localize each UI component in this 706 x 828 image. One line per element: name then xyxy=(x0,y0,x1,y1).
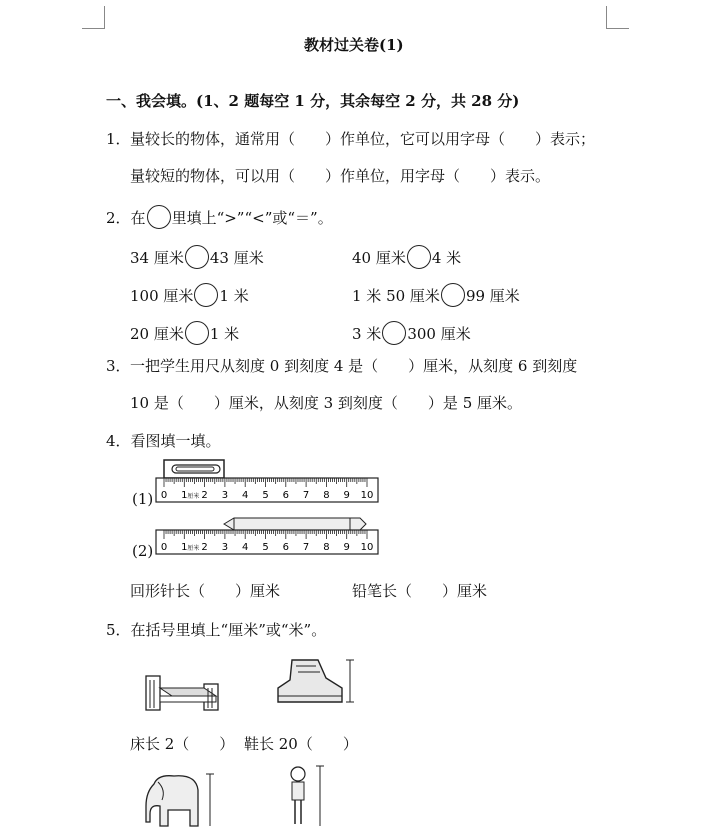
ruler-unit-label: 厘米 xyxy=(187,545,200,552)
compare-circle-icon[interactable] xyxy=(407,245,431,269)
compare-circle-icon[interactable] xyxy=(185,245,209,269)
ruler-tick-label: 6 xyxy=(282,490,289,501)
elephant-icon xyxy=(140,770,220,828)
bed-icon xyxy=(142,666,222,716)
q2-item-6-left: 3 米 xyxy=(352,325,382,343)
q2-item-2-left: 40 厘米 xyxy=(352,249,406,267)
q2-item-2 xyxy=(352,245,461,269)
q2-prompt-b: 里填上“>”“<”或“＝”。 xyxy=(171,209,333,227)
ruler-label-1: (1) xyxy=(132,490,154,508)
ruler-tick-label: 2 xyxy=(201,490,208,501)
corner-mark-left xyxy=(82,6,105,29)
q2-item-4 xyxy=(352,283,520,307)
compare-circle-icon[interactable] xyxy=(441,283,465,307)
q4-prompt xyxy=(106,430,221,451)
ruler-tick-label: 10 xyxy=(360,542,374,553)
ruler-tick-label: 4 xyxy=(242,490,249,501)
q2-number: 2． xyxy=(106,209,131,227)
q2-item-5-right: 1 米 xyxy=(209,325,240,343)
q2-item-6-right: 300 厘米 xyxy=(407,325,471,343)
q3-line2: 10 是（ ）厘米，从刻度 3 到刻度（ ）是 5 厘米。 xyxy=(130,394,523,412)
ruler-tick-label: 1 xyxy=(181,542,188,553)
q5-prompt xyxy=(106,619,326,640)
q2-item-3-right: 1 米 xyxy=(219,287,249,305)
ruler-tick-label: 10 xyxy=(360,490,374,501)
q1-line2: 量较短的物体，可以用（ ）作单位，用字母（ ）表示。 xyxy=(130,167,551,185)
ruler-tick-label: 9 xyxy=(343,542,350,553)
ruler-tick-label: 0 xyxy=(160,490,168,501)
q3-number: 3． xyxy=(106,357,131,375)
q2-item-4-left: 1 米 50 厘米 xyxy=(352,287,440,305)
q5-answer-a: 床长 2（ ） xyxy=(130,735,235,753)
ruler-1 xyxy=(156,478,378,502)
q2-item-3 xyxy=(130,283,249,307)
ruler-tick-label: 7 xyxy=(302,490,310,501)
ruler-tick-label: 3 xyxy=(221,490,229,501)
q5-number: 5． xyxy=(106,621,131,639)
ruler-tick-label: 5 xyxy=(262,542,269,553)
pencil-icon xyxy=(224,518,366,530)
q4-answer-b: 铅笔长（ ）厘米 xyxy=(352,582,488,600)
compare-circle-icon[interactable] xyxy=(194,283,218,307)
q2-prompt-a: 在 xyxy=(130,209,146,227)
section-heading: 一、我会填。(1、2 题每空 1 分，其余每空 2 分，共 28 分) xyxy=(106,92,520,110)
q5-prompt-text: 在括号里填上“厘米”或“米”。 xyxy=(130,621,327,639)
q2-item-6 xyxy=(352,321,471,345)
q4-prompt-text: 看图填一填。 xyxy=(130,432,221,450)
corner-mark-right xyxy=(606,6,629,29)
ruler-tick-label: 4 xyxy=(242,542,249,553)
q2-item-3-left: 100 厘米 xyxy=(130,287,194,305)
blank-circle-icon xyxy=(147,205,171,229)
ruler-tick-label: 3 xyxy=(221,542,229,553)
q5-answer-b: 鞋长 20（ ） xyxy=(244,735,358,753)
child-icon xyxy=(284,764,334,826)
q2-item-4-right: 99 厘米 xyxy=(465,287,520,305)
ruler-tick-label: 2 xyxy=(201,542,208,553)
ruler-2 xyxy=(156,530,378,554)
q2-prompt xyxy=(106,205,333,229)
ruler-label-2: (2) xyxy=(132,542,154,560)
q4-number: 4． xyxy=(106,432,131,450)
q4-answer-a: 回形针长（ ）厘米 xyxy=(130,582,281,600)
ruler-tick-label: 7 xyxy=(302,542,310,553)
q2-item-1-right: 43 厘米 xyxy=(209,249,264,267)
q2-item-5 xyxy=(130,321,239,345)
compare-circle-icon[interactable] xyxy=(185,321,209,345)
ruler-tick-label: 1 xyxy=(181,490,188,501)
q2-item-5-left: 20 厘米 xyxy=(130,325,184,343)
ruler-tick-label: 6 xyxy=(282,542,289,553)
ruler-figures xyxy=(150,456,390,556)
ruler-tick-label: 8 xyxy=(323,490,330,501)
paper-clip-icon xyxy=(164,460,224,478)
ruler-tick-label: 5 xyxy=(262,490,269,501)
ruler-unit-label: 厘米 xyxy=(187,493,200,500)
ruler-tick-label: 0 xyxy=(160,542,168,553)
q1-number: 1． xyxy=(106,130,131,148)
q2-item-1 xyxy=(130,245,264,269)
q3-line1: 一把学生用尺从刻度 0 到刻度 4 是（ ）厘米，从刻度 6 到刻度 xyxy=(130,357,578,375)
q2-item-2-right: 4 米 xyxy=(431,249,462,267)
compare-circle-icon[interactable] xyxy=(382,321,406,345)
q2-item-1-left: 34 厘米 xyxy=(130,249,184,267)
shoe-icon xyxy=(270,652,360,716)
q1-line1: 量较长的物体，通常用（ ）作单位，它可以用字母（ ）表示； xyxy=(130,130,596,148)
ruler-tick-label: 8 xyxy=(323,542,330,553)
page-title: 教材过关卷(1) xyxy=(304,36,404,54)
ruler-tick-label: 9 xyxy=(343,490,350,501)
